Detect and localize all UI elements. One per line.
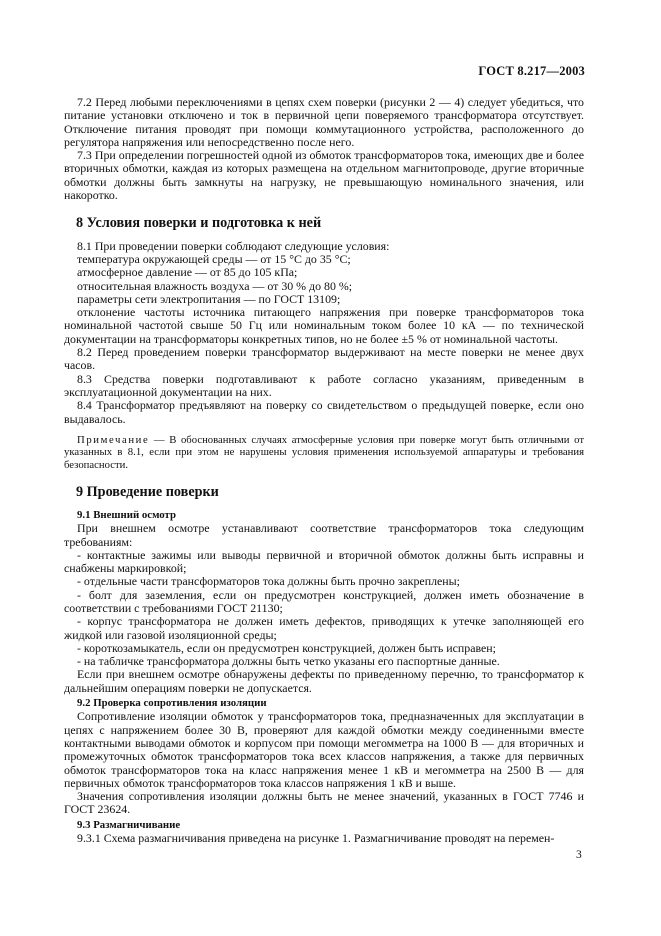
subsection-9-2-heading: 9.2 Проверка сопротивления изоляции bbox=[77, 697, 267, 710]
page-body bbox=[64, 96, 584, 845]
document-header: ГОСТ 8.217—2003 bbox=[478, 64, 585, 78]
list-item: - отдельные части трансформаторов тока должны быть прочно закреплены; bbox=[77, 574, 460, 589]
paragraph-8-1: 8.1 При проведении поверки соблюдают следующие условия: bbox=[77, 238, 390, 253]
condition-frequency: отклонение частоты источника питающего напряжения при поверке трансформаторов тока номинальной частотой свыше 50 Гц или номинальным током более 10 кА — по технической документации на трансформаторы конкретных типов, но не более ±5 % от номинальной частоты. bbox=[64, 305, 584, 346]
paragraph-8-3: 8.3 Средства поверки подготавливают к работе согласно указаниям, приведенным в эксплуатационной документации на них. bbox=[64, 371, 584, 399]
paragraph-7-3: 7.3 При определении погрешностей одной из обмоток трансформаторов тока, имеющих две и более вторичных обмотки, каждая из которых размещена на отдельном магнитопроводе, другие вторичные обмотки должны быть замкнуты на нагрузку, не превышающую номинального значения, или накоротко. bbox=[64, 148, 584, 203]
subsection-9-3-heading: 9.3 Размагничивание bbox=[77, 818, 181, 831]
page-number: 3 bbox=[576, 849, 582, 861]
paragraph-8-4: 8.4 Трансформатор предъявляют на поверку со свидетельством о предыдущей поверке, если оно выдавалось. bbox=[64, 398, 584, 426]
list-item: - короткозамыкатель, если он предусмотрен конструкцией, должен быть исправен; bbox=[77, 640, 496, 655]
list-item: - корпус трансформатора не должен иметь дефектов, приводящих к утечке заполняющей его жидкой или газовой изоляционной среды; bbox=[64, 614, 584, 642]
condition-pressure: атмосферное давление — от 85 до 105 кПа; bbox=[77, 265, 298, 280]
subsection-9-1-heading: 9.1 Внешний осмотр bbox=[77, 508, 176, 521]
paragraph-9-2-a: Сопротивление изоляции обмоток у трансформаторов тока, предназначенных для эксплуатации в цепях с напряжением более 30 В, проверяют для каждой обмотки между соединенными вместе контактными выводами обмоток и корпусом при помощи мегомметра на 1000 В — для вторичных и промежуточных обмоток трансформаторов тока всех классов напряжения, а также для первичных обмоток трансформаторов тока на класс напряжения менее 1 кВ и мегомметра на 2500 В — для первичных обмоток трансформаторов тока классов напряжения 1 кВ и выше. bbox=[64, 709, 584, 790]
section-9-heading: 9 Проведение поверки bbox=[76, 483, 219, 500]
list-item: - болт для заземления, если он предусмотрен конструкцией, должен иметь обозначение в соответствии с требованиями ГОСТ 21130; bbox=[64, 587, 584, 615]
paragraph-9-1-end: Если при внешнем осмотре обнаружены дефекты по приведенному перечню, то трансформатор к дальнейшим операциям поверки не допускается. bbox=[64, 667, 584, 695]
paragraph-9-3-1: 9.3.1 Схема размагничивания приведена на рисунке 1. Размагничивание проводят на перемен- bbox=[77, 831, 555, 846]
list-item: - контактные зажимы или выводы первичной и вторичной обмоток должны быть исправны и снабжены маркировкой; bbox=[64, 547, 584, 576]
note-text: — В обоснованных случаях атмосферные условия при поверке могут быть отличными от указанных в 8.1, если при этом не нарушены условия применения используемой аппаратуры и требования безопасности. bbox=[64, 433, 584, 472]
condition-temperature: температура окружающей среды — от 15 °С до 35 °С; bbox=[77, 251, 351, 266]
section-8-heading: 8 Условия поверки и подготовка к ней bbox=[76, 215, 322, 232]
note bbox=[64, 434, 584, 472]
paragraph-9-1: При внешнем осмотре устанавливают соответствие трансформаторов тока следующим требованиям: bbox=[64, 521, 584, 549]
condition-humidity: относительная влажность воздуха — от 30 % до 80 %; bbox=[77, 278, 353, 293]
list-item: - на табличке трансформатора должны быть четко указаны его паспортные данные. bbox=[77, 654, 500, 669]
paragraph-9-2-b: Значения сопротивления изоляции должны быть не менее значений, указанных в ГОСТ 7746 и ГОСТ 23624. bbox=[64, 789, 584, 817]
paragraph-8-2: 8.2 Перед проведением поверки трансформатор выдерживают на месте поверки не менее двух часов. bbox=[64, 345, 584, 373]
condition-power-network: параметры сети электропитания — по ГОСТ 13109; bbox=[77, 291, 341, 306]
note-label: Примечание bbox=[77, 433, 150, 446]
paragraph-7-2: 7.2 Перед любыми переключениями в цепях схем поверки (рисунки 2 — 4) следует убедиться, что питание установки отключено и ток в первичной цепи поверяемого трансформатора отсутствует. Отключение питания проводят при помощи коммутационного устройства, расположенного до регулятора напряжения или непосредственно после него. bbox=[64, 95, 584, 149]
